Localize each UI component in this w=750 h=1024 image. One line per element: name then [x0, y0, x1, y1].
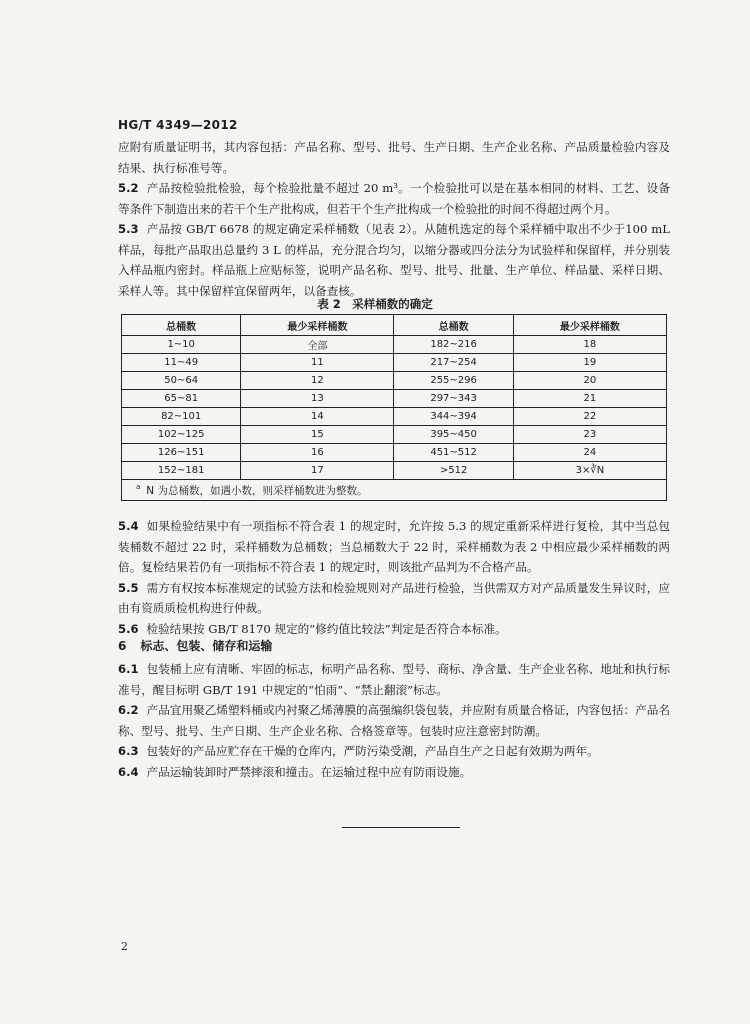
table-cell: 65~81 [122, 390, 241, 408]
table-cell: 11 [241, 354, 394, 372]
table-cell: 152~181 [122, 462, 241, 480]
clause-number: 5.3 [118, 222, 139, 236]
table-cell: 451~512 [394, 444, 513, 462]
table-cell: 1~10 [122, 336, 241, 354]
section-6-heading [118, 637, 272, 654]
table-footnote-row [122, 480, 667, 501]
clause-5-3 [118, 219, 670, 301]
clause-number: 6.1 [118, 662, 139, 676]
clause-number: 5.5 [118, 580, 139, 595]
table-row [122, 354, 667, 372]
table-cell: 50~64 [122, 372, 241, 390]
clause-number: 6.4 [118, 764, 139, 779]
section-6-block [118, 659, 670, 782]
table-cell: 16 [241, 444, 394, 462]
clause-5-6 [118, 619, 670, 640]
clause-text: 产品宜用聚乙烯塑料桶或内衬聚乙烯薄膜的高强编织袋包装，并应附有质量合格证，内容包括：产品名称、型号、批号、生产日期、生产企业名称、合格签章等。包装时应注意密封防潮。 [118, 703, 670, 738]
table-cell: 102~125 [122, 426, 241, 444]
clause-6-4 [118, 762, 670, 783]
table-row [122, 408, 667, 426]
clause-6-3 [118, 741, 670, 762]
table-row [122, 444, 667, 462]
footnote-text: N 为总桶数，如遇小数，则采样桶数进为整数。 [146, 484, 368, 497]
table-cell: 24 [513, 444, 666, 462]
table-cell: 19 [513, 354, 666, 372]
table-cell: 20 [513, 372, 666, 390]
header-min-sample-barrels: 最少采样桶数 [513, 315, 666, 336]
section-5-block [118, 137, 670, 301]
clause-text: 需方有权按本标准规定的试验方法和检验规则对产品进行检验，当供需双方对产品质量发生异议时，应由有资质质检机构进行仲裁。 [118, 580, 670, 615]
table-cell: 182~216 [394, 336, 513, 354]
footnote-mark: a [136, 483, 141, 491]
table-cell: 13 [241, 390, 394, 408]
clause-text: 产品运输装卸时严禁摔滚和撞击。在运输过程中应有防雨设施。 [146, 764, 472, 779]
table-cell: 22 [513, 408, 666, 426]
table-cell: 21 [513, 390, 666, 408]
clause-text: 包装好的产品应贮存在干燥的仓库内，严防污染受潮，产品自生产之日起有效期为两年。 [146, 744, 599, 758]
table-cell: 14 [241, 408, 394, 426]
clause-text: 产品按 GB/T 6678 的规定确定采样桶数（见表 2）。从随机选定的每个采样桶中取出不少于100 mL 样品，每批产品取出总量约 3 L 的样品，充分混合均匀，以缩分器或四分法分为试验样和保留样，并分别装入样品瓶内密封。样品瓶上应贴标签，说明产品名称、型号、批号、批量、生产单位、样品量、采样日期、采样人等。其中保留样宜保留两年，以备查核。 [118, 222, 670, 298]
table-cell: 15 [241, 426, 394, 444]
table-cell: 12 [241, 372, 394, 390]
end-rule [342, 827, 460, 828]
section-number: 6 [118, 639, 127, 653]
table-2 [121, 314, 667, 501]
header-total-barrels: 总桶数 [122, 315, 241, 336]
table-cell: 11~49 [122, 354, 241, 372]
table-cell: 82~101 [122, 408, 241, 426]
clause-text: 包装桶上应有清晰、牢固的标志，标明产品名称、型号、商标、净含量、生产企业名称、地址和执行标准号，醒目标明 GB/T 191 中规定的“怕雨”、“禁止翻滚”标志。 [118, 662, 670, 697]
section-5-continued-block [118, 516, 670, 639]
section-5-1-continuation: 应附有质量证明书，其内容包括：产品名称、型号、批号、生产日期、生产企业名称、产品质量检验内容及结果、执行标准号等。 [118, 140, 670, 175]
header-min-sample-barrels: 最少采样桶数 [241, 315, 394, 336]
table-cell: 23 [513, 426, 666, 444]
clause-6-1 [118, 659, 670, 700]
clause-5-5 [118, 578, 670, 619]
header-total-barrels: 总桶数 [394, 315, 513, 336]
table-cell: 全部 [241, 336, 394, 354]
clause-6-2 [118, 700, 670, 741]
table-cell: 126~151 [122, 444, 241, 462]
table-cell: 17 [241, 462, 394, 480]
clause-text: 如果检验结果中有一项指标不符合表 1 的规定时，允许按 5.3 的规定重新采样进行复检，其中当总包装桶数不超过 22 时，采样桶数为总桶数；当总桶数大于 22 时，采样桶数为表 2 中相应最少采样桶数的两倍。复检结果若仍有一项指标不符合表 1 的规定时，则该批产品判为不合格产品。 [118, 519, 670, 574]
clause-number: 6.3 [118, 744, 139, 758]
table-cell: 217~254 [394, 354, 513, 372]
table-row [122, 390, 667, 408]
table-cell: 395~450 [394, 426, 513, 444]
section-title-text: 标志、包装、储存和运输 [140, 639, 273, 653]
table-row [122, 462, 667, 480]
table-row [122, 426, 667, 444]
table-row [122, 336, 667, 354]
table-cell: 297~343 [394, 390, 513, 408]
clause-5-2 [118, 178, 670, 219]
clause-number: 5.4 [118, 519, 139, 533]
table-row [122, 372, 667, 390]
table-cell: 18 [513, 336, 666, 354]
clause-text: 产品按检验批检验，每个检验批量不超过 20 m³。一个检验批可以是在基本相同的材料、工艺、设备等条件下制造出来的若干个生产批构成，但若干个生产批构成一个检验批的时间不得超过两个月。 [118, 181, 670, 216]
clause-5-4 [118, 516, 670, 578]
table-cell: >512 [394, 462, 513, 480]
standard-code-header: HG/T 4349—2012 [118, 118, 238, 132]
table-2-title: 表 2 采样桶数的确定 [317, 297, 433, 311]
page-number: 2 [121, 940, 128, 953]
clause-number: 5.2 [118, 181, 139, 195]
table-cell: 344~394 [394, 408, 513, 426]
table-footnote [122, 480, 667, 501]
table-cell: 3×∛N [513, 462, 666, 480]
clause-number: 5.6 [118, 621, 139, 636]
clause-text: 检验结果按 GB/T 8170 规定的“修约值比较法”判定是否符合本标准。 [146, 621, 507, 636]
clause-number: 6.2 [118, 703, 139, 717]
table-header-row [122, 315, 667, 336]
table-cell: 255~296 [394, 372, 513, 390]
